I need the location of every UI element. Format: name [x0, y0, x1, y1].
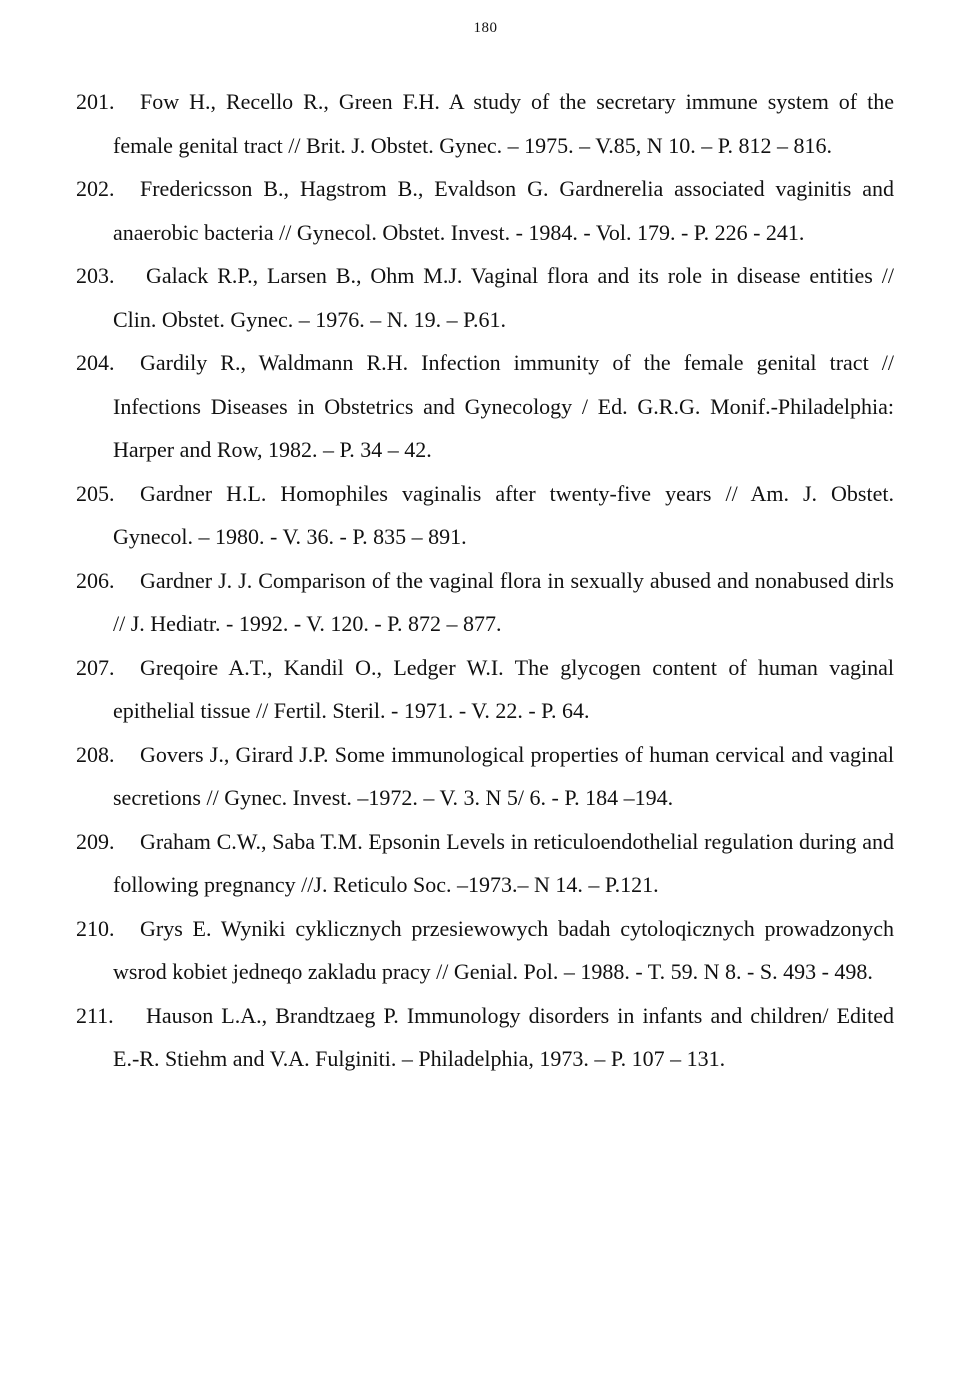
reference-text: Govers J., Girard J.P. Some immunological properties of human cervical and vaginal secretions // Gynec. Invest. –1972. – V. 3. N 5/ 6. - P. 184 –194. — [113, 741, 894, 810]
reference-text: Gardner J. J. Comparison of the vaginal flora in sexually abused and nonabused dirls // J. Hediatr. - 1992. - V. 120. - P. 872 – 877. — [113, 567, 894, 636]
reference-number: 210. — [76, 915, 115, 941]
reference-number: 209. — [76, 828, 115, 854]
reference-item — [0, 994, 971, 1081]
reference-text: Graham C.W., Saba T.M. Epsonin Levels in reticuloendothelial regulation during and following pregnancy //J. Reticulo Soc. –1973.– N 14. – P.121. — [113, 828, 894, 897]
reference-text: Fredericsson B., Hagstrom B., Evaldson G. Gardnerelia associated vaginitis and anaerobic bacteria // Gynecol. Obstet. Invest. - 1984. - Vol. 179. - P. 226 - 241. — [113, 176, 894, 245]
reference-text: Fow H., Recello R., Green F.H. A study of the secretary immune system of the female genital tract // Brit. J. Obstet. Gynec. – 1975. – V.85, N 10. – P. 812 – 816. — [113, 89, 894, 158]
reference-text: Gardily R., Waldmann R.H. Infection immunity of the female genital tract // Infections Diseases in Obstetrics and Gynecology / Ed. G.R.G. Monif.-Philadelphia: Harper and Row, 1982. – P. 34 – 42. — [113, 350, 894, 462]
reference-text: Grys E. Wyniki cyklicznych przesiewowych badah cytoloqicznych prowadzonych wsrod kobiet jedneqo zakladu pracy // Genial. Pol. – 1988. - T. 59. N 8. - S. 493 - 498. — [113, 915, 894, 984]
reference-item — [0, 820, 971, 907]
reference-number: 203. — [76, 263, 115, 288]
reference-item — [0, 341, 971, 472]
reference-number: 204. — [76, 350, 115, 375]
reference-text: Gardner H.L. Homophiles vaginalis after twenty-five years // Am. J. Obstet. Gynecol. – 1980. - V. 36. - P. 835 – 891. — [113, 480, 894, 549]
reference-item — [0, 472, 971, 559]
reference-text: Hauson L.A., Brandtzaeg P. Immunology disorders in infants and children/ Edited E.-R. Stiehm and V.A. Fulginiti. – Philadelphia, 1973. – P. 107 – 131. — [113, 1002, 894, 1071]
reference-item — [0, 733, 971, 820]
reference-number: 208. — [76, 741, 115, 767]
reference-item — [0, 646, 971, 733]
page-number: 180 — [473, 20, 498, 36]
reference-number: 202. — [76, 176, 115, 201]
reference-item — [0, 559, 971, 646]
reference-number: 201. — [76, 89, 115, 114]
reference-item — [0, 907, 971, 994]
reference-text: Galack R.P., Larsen B., Ohm M.J. Vaginal flora and its role in disease entities // Clin. Obstet. Gynec. – 1976. – N. 19. – P.61. — [113, 263, 894, 332]
reference-number: 207. — [76, 654, 115, 680]
reference-number: 206. — [76, 567, 115, 593]
reference-item — [0, 80, 971, 167]
reference-item — [0, 254, 971, 341]
reference-list — [0, 80, 971, 1081]
reference-text: Greqoire A.T., Kandil O., Ledger W.I. The glycogen content of human vaginal epithelial tissue // Fertil. Steril. - 1971. - V. 22. - P. 64. — [113, 654, 894, 723]
reference-item — [0, 167, 971, 254]
reference-number: 211. — [76, 1002, 114, 1028]
reference-number: 205. — [76, 480, 115, 506]
